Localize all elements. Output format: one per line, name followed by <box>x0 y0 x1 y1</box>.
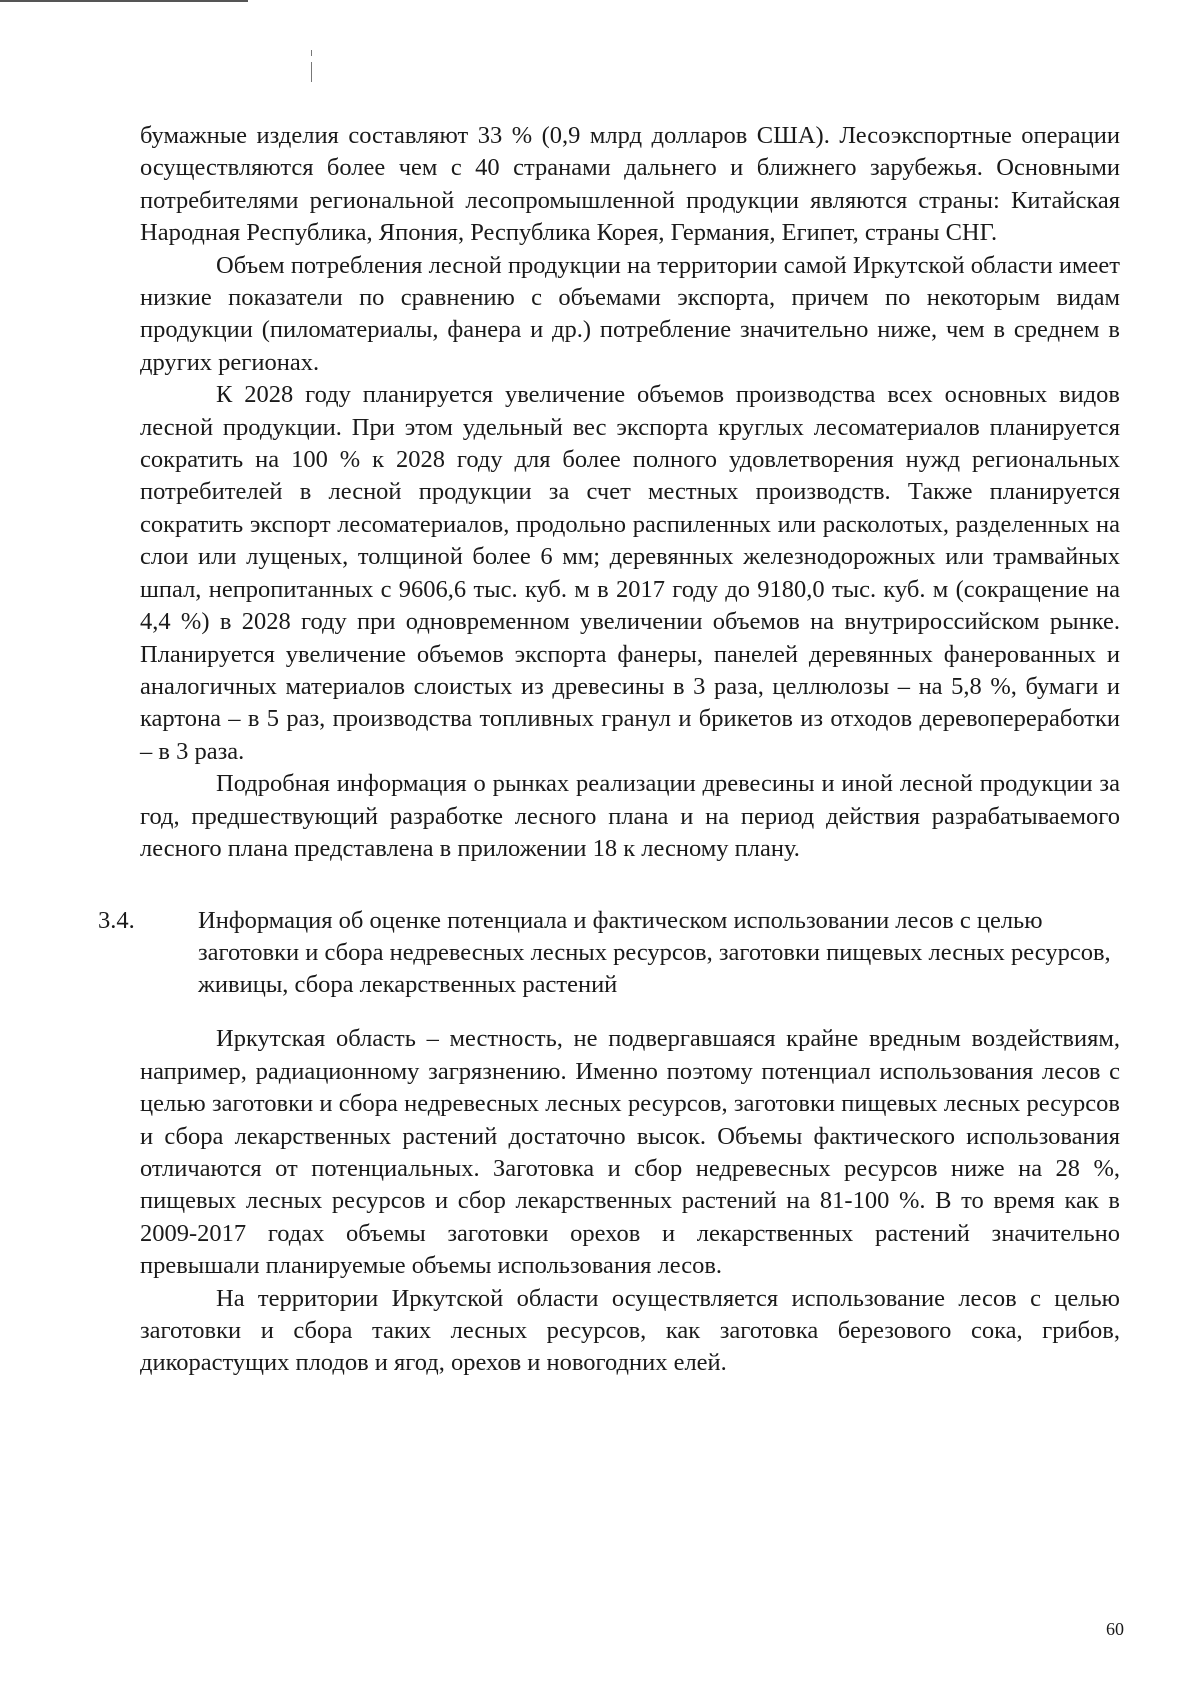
paragraph: На территории Иркутской области осуществляется использование лесов с целью заготовки и сбора таких лесных ресурсов, как заготовка березового сока, грибов, дикорастущих плодов и ягод, орехов и новогодних елей. <box>140 1284 1120 1377</box>
section-title: Информация об оценке потенциала и фактическом использовании лесов с целью заготовки и сбора недревесных лесных ресурсов, заготовки пищевых лесных ресурсов, живицы, сбора лекарственных растений <box>198 907 1111 999</box>
document-body <box>98 120 1120 1380</box>
section-number: 3.4. <box>98 907 135 935</box>
scan-artifact-mark <box>311 62 312 82</box>
section-heading <box>98 905 1120 1001</box>
paragraph: К 2028 году планируется увеличение объемов производства всех основных видов лесной продукции. При этом удельный вес экспорта круглых лесоматериалов планируется сократить на 100 % к 2028 году для более полного удовлетворения нужд региональных потребителей в лесной продукции за счет местных производств. Также планируется сократить экспорт лесоматериалов, продольно распиленных или расколотых, разделенных на слои или лущеных, толщиной более 6 мм; деревянных железнодорожных или трамвайных шпал, непропитанных с 9606,6 тыс. куб. м в 2017 году до 9180,0 тыс. куб. м (сокращение на 4,4 %) в 2028 году при одновременном увеличении объемов на внутрироссийском рынке. Планируется увеличение объемов экспорта фанеры, панелей деревянных фанерованных и аналогичных материалов слоистых из древесины в 3 раза, целлюлозы – на 5,8 %, бумаги и картона – в 5 раз, производства топливных гранул и брикетов из отходов деревопереработки – в 3 раза. <box>140 381 1120 765</box>
paragraph: Иркутская область – местность, не подвергавшаяся крайне вредным воздействиям, например, радиационному загрязнению. Именно поэтому потенциал использования лесов с целью заготовки и сбора недревесных лесных ресурсов, заготовки пищевых лесных ресурсов и сбора лекарственных растений достаточно высок. Объемы фактического использования отличаются от потенциальных. Заготовка и сбор недревесных ресурсов ниже на 28 %, пищевых лесных ресурсов и сбор лекарственных растений на 81-100 %. В то время как в 2009-2017 годах объемы заготовки орехов и лекарственных растений значительно превышали планируемые объемы использования лесов. <box>140 1025 1120 1280</box>
scan-artifact-line <box>0 0 248 2</box>
paragraph: Подробная информация о рынках реализации древесины и иной лесной продукции за год, предшествующий разработке лесного плана и на период действия разрабатываемого лесного плана представлена в приложении 18 к лесному плану. <box>140 770 1120 862</box>
paragraph: Объем потребления лесной продукции на территории самой Иркутской области имеет низкие показатели по сравнению с объемами экспорта, причем по некоторым видам продукции (пиломатериалы, фанера и др.) потребление значительно ниже, чем в среднем в других регионах. <box>140 251 1120 376</box>
scan-artifact-mark <box>311 50 312 56</box>
page-number: 60 <box>1106 1619 1124 1639</box>
paragraph: бумажные изделия составляют 33 % (0,9 млрд долларов США). Лесоэкспортные операции осуществляются более чем с 40 странами дальнего и ближнего зарубежья. Основными потребителями региональной лесопромышленной продукции являются страны: Китайская Народная Республика, Япония, Республика Корея, Германия, Египет, страны СНГ. <box>140 122 1120 247</box>
